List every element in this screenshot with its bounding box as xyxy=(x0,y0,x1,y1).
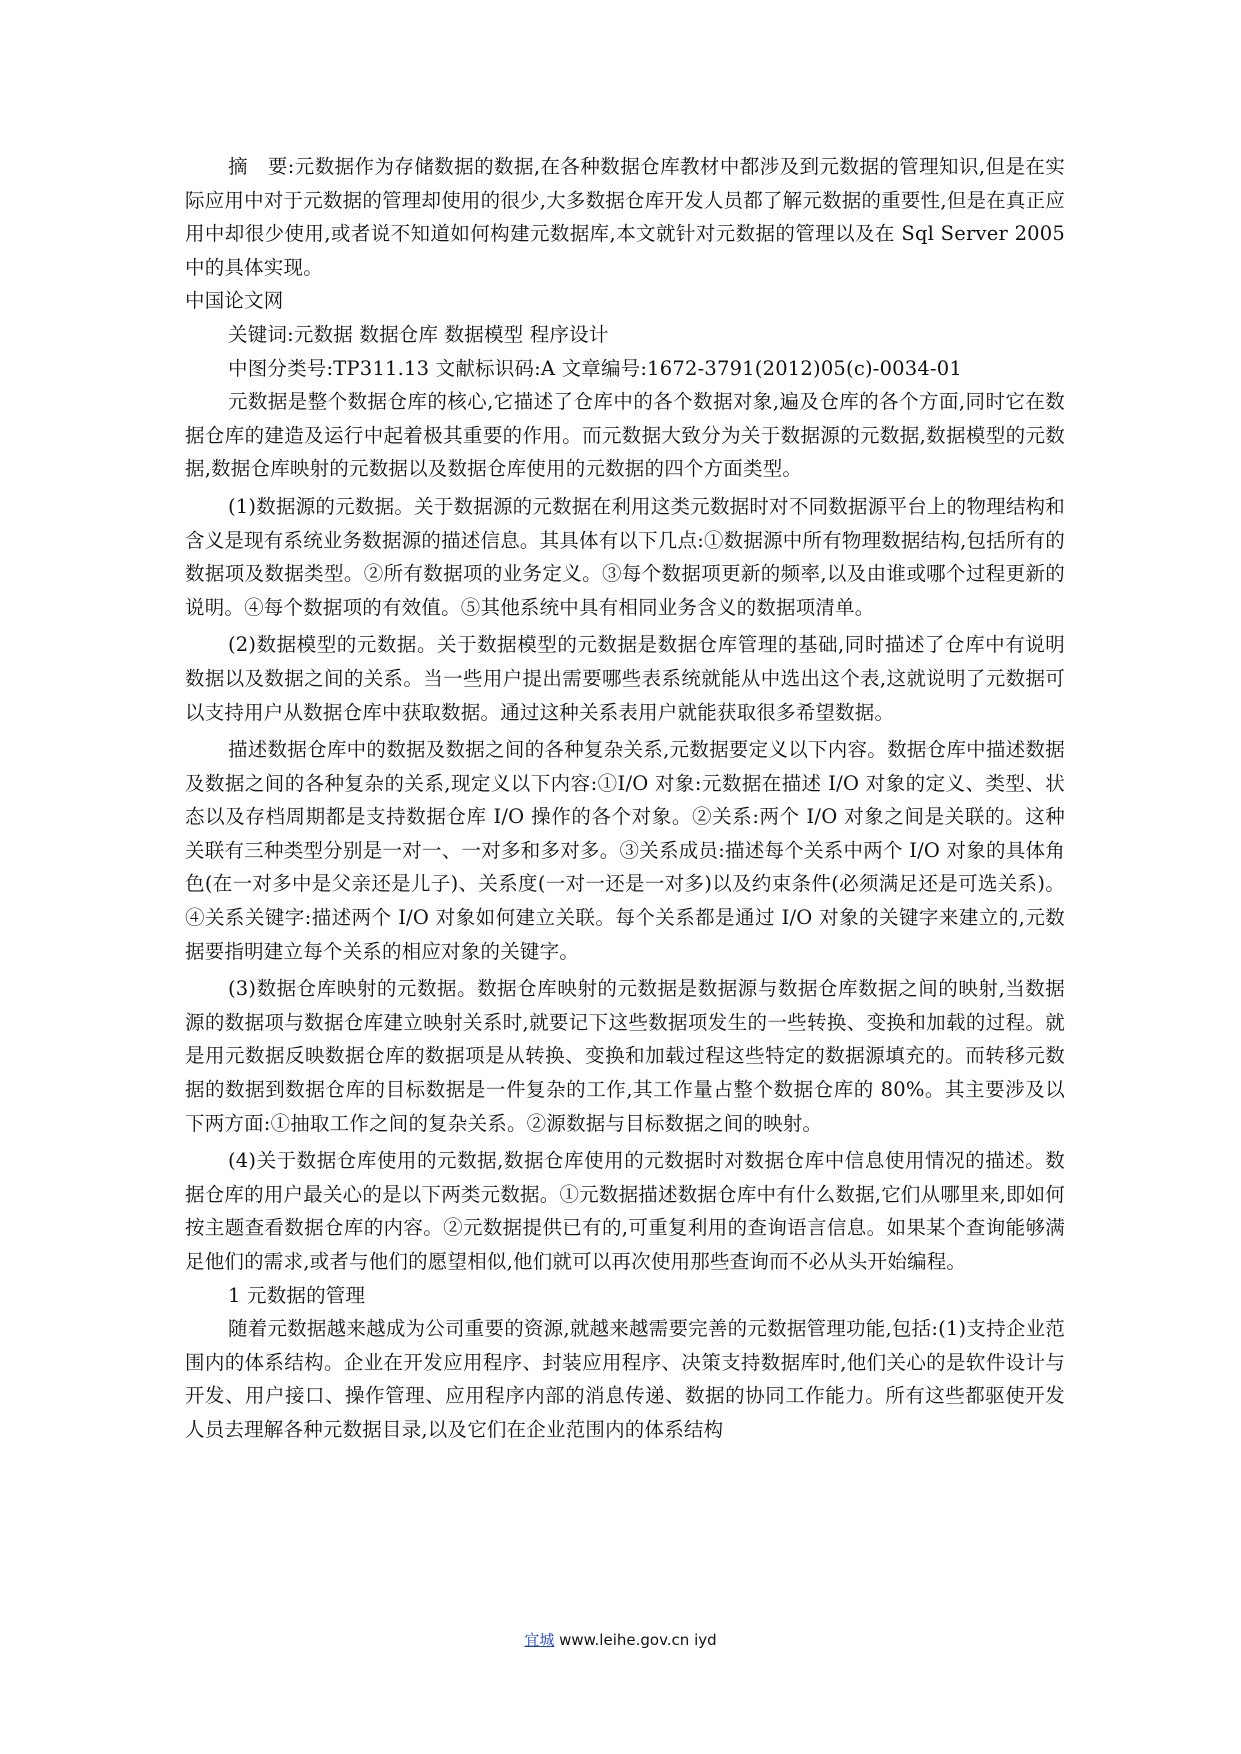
classification-line: 中图分类号:TP311.13 文献标识码:A 文章编号:1672-3791(2012)05(c)-0034-01 xyxy=(228,356,962,380)
paragraph-data-model-metadata: (2)数据模型的元数据。关于数据模型的元数据是数据仓库管理的基础,同时描述了仓库中有说明数据以及数据之间的关系。当一些用户提出需要哪些表系统就能从中选出这个表,这就说明了元数据可以支持用户从数据仓库中获取数据。通过这种关系表用户就能获取很多希望数据。 xyxy=(185,633,1065,724)
footer-url: www.leihe.gov.cn iyd xyxy=(554,1631,717,1649)
paragraph-usage-metadata: (4)关于数据仓库使用的元数据,数据仓库使用的元数据时对数据仓库中信息使用情况的描述。数据仓库的用户最关心的是以下两类元数据。①元数据描述数据仓库中有什么数据,它们从哪里来,即如何按主题查看数据仓库的内容。②元数据提供已有的,可重复利用的查询语言信息。如果某个查询能够满足他们的需求,或者与他们的愿望相似,他们就可以再次使用那些查询而不必从头开始编程。 xyxy=(185,1149,1065,1273)
source-label: 中国论文网 xyxy=(185,289,284,313)
paragraph-relationship-definitions: 描述数据仓库中的数据及数据之间的各种复杂关系,元数据要定义以下内容。数据仓库中描述数据及数据之间的各种复杂的关系,现定义以下内容:①I/O 对象:元数据在描述 I/O 对象的定义、类型、状态以及存档周期都是支持数据仓库 I/O 操作的各个对象。②关系:两个 I/O 对象之间是关联的。这种关联有三种类型分别是一对一、一对多和多对多。③关系成员:描述每个关系中两个 I/O 对象的具体角色(在一对多中是父亲还是儿子)、关系度(一对一还是一对多)以及约束条件(必须满足还是可选关系)。④关系关键字:描述两个 I/O 对象如何建立关联。每个关系都是通过 I/O 对象的关键字来建立的,元数据要指明建立每个关系的相应对象的关键字。 xyxy=(185,738,1065,963)
section-heading: 1 元数据的管理 xyxy=(228,1283,366,1307)
paragraph-data-source-metadata: (1)数据源的元数据。关于数据源的元数据在利用这类元数据时对不同数据源平台上的物理结构和含义是现有系统业务数据源的描述信息。其具体有以下几点:①数据源中所有物理数据结构,包括所有的数据项及数据类型。②所有数据项的业务定义。③每个数据项更新的频率,以及由谁或哪个过程更新的说明。④每个数据项的有效值。⑤其他系统中具有相同业务含义的数据项清单。 xyxy=(185,494,1065,619)
intro-paragraph: 元数据是整个数据仓库的核心,它描述了仓库中的各个数据对象,遍及仓库的各个方面,同时它在数据仓库的建造及运行中起着极其重要的作用。而元数据大致分为关于数据源的元数据,数据模型的元数据,数据仓库映射的元数据以及数据仓库使用的元数据的四个方面类型。 xyxy=(185,390,1065,481)
footer-link[interactable]: 宜城 xyxy=(524,1631,555,1649)
abstract-paragraph: 摘 要:元数据作为存储数据的数据,在各种数据仓库教材中都涉及到元数据的管理知识,但是在实际应用中对于元数据的管理却使用的很少,大多数据仓库开发人员都了解元数据的重要性,但是在真正应用中却很少使用,或者说不知道如何构建元数据库,本文就针对元数据的管理以及在 Sql Server 2005 中的具体实现。 xyxy=(185,155,1065,279)
keywords-line: 关键词:元数据 数据仓库 数据模型 程序设计 xyxy=(228,322,609,346)
paragraph-mapping-metadata: (3)数据仓库映射的元数据。数据仓库映射的元数据是数据源与数据仓库数据之间的映射,当数据源的数据项与数据仓库建立映射关系时,就要记下这些数据项发生的一些转换、变换和加载的过程。就是用元数据反映数据仓库的数据项是从转换、变换和加载过程这些特定的数据源填充的。而转移元数据的数据到数据仓库的目标数据是一件复杂的工作,其工作量占整个数据仓库的 80%。其主要涉及以下两方面:①抽取工作之间的复杂关系。②源数据与目标数据之间的映射。 xyxy=(185,977,1065,1135)
page-footer xyxy=(0,1629,1241,1650)
paragraph-metadata-management: 随着元数据越来越成为公司重要的资源,就越来越需要完善的元数据管理功能,包括:(1)支持企业范围内的体系结构。企业在开发应用程序、封装应用程序、决策支持数据库时,他们关心的是软件设计与开发、用户接口、操作管理、应用程序内部的消息传递、数据的协同工作能力。所有这些都驱使开发人员去理解各种元数据目录,以及它们在企业范围内的体系结构 xyxy=(185,1317,1065,1441)
article-body xyxy=(185,150,1065,1447)
